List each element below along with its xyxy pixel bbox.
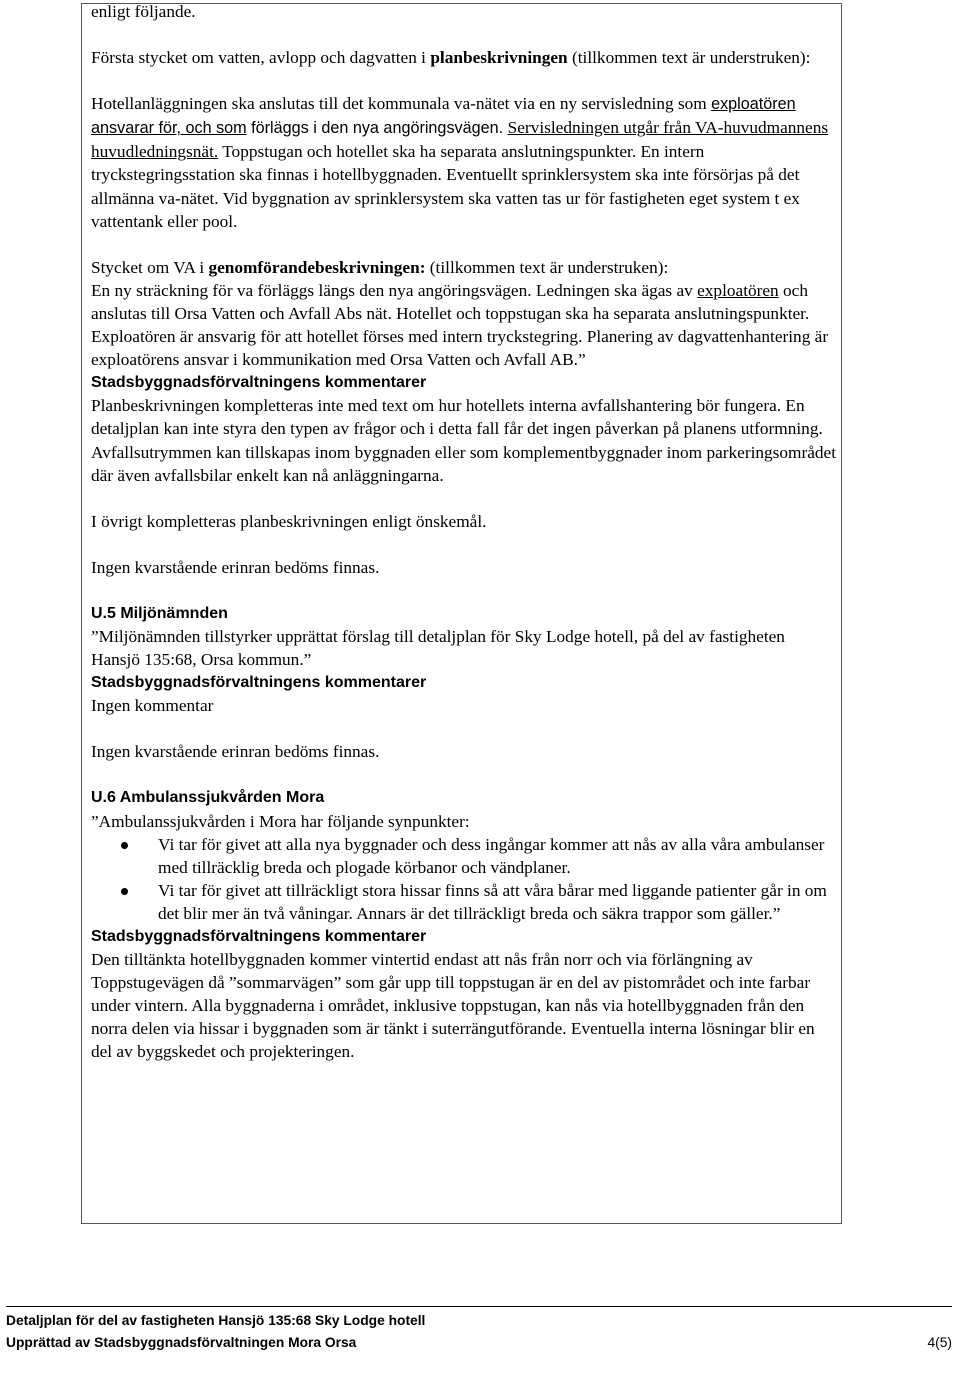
va-paragraph: En ny sträckning för va förläggs längs den nya angöringsvägen. Ledningen ska ägas av exploatören och anslutas till Orsa Vatten och Avfall Abs nät. Hotellet och toppstugan ska ha separata anslutningspunkter. Exploatören är ansvarig för att hotellet förses med intern tryckstegring. Planering av dagvattenhantering är exploatörens ansvar i kommunikation med Orsa Vatten och Avfall AB.” [91,280,829,370]
footer-divider [6,1306,952,1307]
page-number: 4(5) [927,1335,952,1350]
u6-heading: U.6 Ambulanssjukvården Mora [91,789,325,807]
u6-comment: Den tilltänkta hotellbyggnaden kommer vintertid endast att nås från norr och via förlängning av Toppstugevägen då ”sommarvägen” som går upp till toppstugan är en del av pistområdet och inte farbar under vintern. Alla byggnaderna i området, inklusive toppstugan, kan nås via hotellbyggnaden från den norra delen via hissar i byggnaden som är tänkt i suterrängutförande. Eventuella interna lösningar blir en del av byggskedet och projekteringen. [91,950,815,1062]
list-item: Vi tar för givet att alla nya byggnader och dess ingångar kommer att nås av alla våra ambulanser med tillräcklig breda och plogade körbanor och vändplaner. [91,833,836,879]
comment-heading-3: Stadsbyggnadsförvaltningens kommentarer [91,928,427,945]
list-item: Vi tar för givet att tillräckligt stora hissar finns så att våra bårar med liggande patienter går in om det blir mer än två våningar. Annars är det tillräckligt breda och säkra trappor som gäller.” [91,879,836,925]
va-paragraph-heading: Stycket om VA i genomförandebeskrivningen: (tillkommen text är understruken): [91,257,669,277]
no-remaining-2: Ingen kvarstående erinran bedöms finnas. [91,742,380,762]
u6-bullet-list [91,833,836,925]
plan-paragraph: Första stycket om vatten, avlopp och dagvatten i planbeskrivningen (tillkommen text är understruken): [91,48,811,68]
document-body [91,0,836,1064]
u5-comment: Ingen kommentar [91,696,214,716]
footer-author: Upprättad av Stadsbyggnadsförvaltningen Mora Orsa [6,1335,357,1350]
comment-1: Planbeskrivningen kompletteras inte med text om hur hotellets interna avfallshantering bör fungera. En detaljplan kan inte styra den typen av frågor och i detta fall får det ingen påverkan på planens utformning. Avfallsutrymmen kan tillskapas inom byggnaden eller som komplementbyggnader inom parkeringsområdet där även avfallsbilar enkelt kan nå anläggningarna. [91,396,837,485]
u6-intro: ”Ambulanssjukvården i Mora har följande synpunkter: [91,811,470,831]
intro-line: enligt följande. [91,2,196,21]
no-remaining-1: Ingen kvarstående erinran bedöms finnas. [91,557,380,577]
comment-heading-2: Stadsbyggnadsförvaltningens kommentarer [91,674,427,692]
u5-heading: U.5 Miljönämnden [91,604,228,622]
comment-1b: I övrigt kompletteras planbeskrivningen enligt önskemål. [91,511,487,531]
page-footer [6,1310,952,1354]
footer-title: Detaljplan för del av fastigheten Hansjö 135:68 Sky Lodge hotell [6,1313,426,1328]
hotel-paragraph: Hotellanläggningen ska anslutas till det kommunala va-nätet via en ny servisledning som exploatören ansvarar för, och som förläggs i den nya angöringsvägen. Servisledningen utgår från VA-huvudmannens huvudledningsnät. Toppstugan och hotellet ska ha separata anslutningspunkter. En intern tryckstegringsstation ska finnas i hotellbyggnaden. Eventuellt sprinklersystem ska inte försörjas på det allmänna va-nätet. Vid byggnation av sprinklersystem ska vatten tas ur för fastigheten eget system t ex vattentank eller pool. [91,94,829,231]
bullet-icon [121,888,128,895]
comment-heading-1: Stadsbyggnadsförvaltningens kommentarer [91,374,427,392]
bullet-icon [121,842,128,849]
u5-quote: ”Miljönämnden tillstyrker upprättat förslag till detaljplan för Sky Lodge hotell, på del av fastigheten Hansjö 135:68, Orsa kommun.” [91,626,785,670]
